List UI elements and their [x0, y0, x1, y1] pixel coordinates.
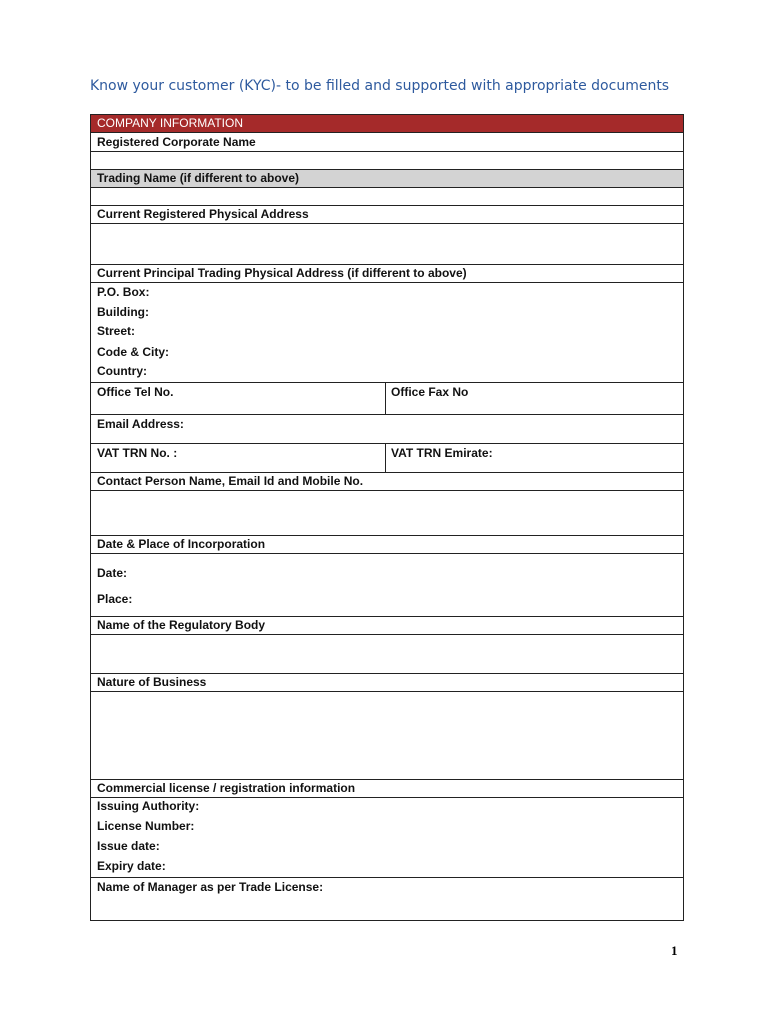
- nature-of-business-label: Nature of Business: [97, 675, 207, 689]
- incorporation-title-label: Date & Place of Incorporation: [97, 537, 266, 551]
- row-divider: [91, 553, 683, 554]
- building-label: Building:: [97, 305, 149, 319]
- code-city-label: Code & City:: [97, 345, 169, 359]
- row-divider: [91, 282, 683, 283]
- country-label: Country:: [97, 364, 147, 378]
- row-divider: [91, 443, 683, 444]
- email-address-label: Email Address:: [97, 417, 184, 431]
- street-label: Street:: [97, 324, 136, 338]
- row-divider: [91, 223, 683, 224]
- row-divider: [91, 535, 683, 536]
- row-divider: [91, 779, 683, 780]
- regulatory-body-label: Name of the Regulatory Body: [97, 618, 266, 632]
- row-divider: [91, 490, 683, 491]
- row-divider: [91, 691, 683, 692]
- page-heading: Know your customer (KYC)- to be filled and supported with appropriate documents: [90, 78, 670, 94]
- section-title: COMPANY INFORMATION: [97, 116, 244, 130]
- row-divider: [91, 673, 683, 674]
- po-box-label: P.O. Box:: [97, 285, 150, 299]
- row-divider: [91, 797, 683, 798]
- office-tel-label: Office Tel No.: [97, 385, 174, 399]
- kyc-form-table: [90, 114, 684, 921]
- row-divider: [91, 616, 683, 617]
- trading-name-label: Trading Name (if different to above): [97, 171, 300, 185]
- vat-trn-no-label: VAT TRN No. :: [97, 446, 178, 460]
- issue-date-label: Issue date:: [97, 839, 160, 853]
- row-divider: [91, 472, 683, 473]
- column-divider: [385, 382, 386, 414]
- row-divider: [91, 205, 683, 206]
- row-divider: [91, 634, 683, 635]
- row-divider: [91, 414, 683, 415]
- column-divider: [385, 443, 386, 472]
- issuing-authority-label: Issuing Authority:: [97, 799, 200, 813]
- vat-trn-emirate-label: VAT TRN Emirate:: [391, 446, 493, 460]
- commercial-license-title-label: Commercial license / registration information: [97, 781, 356, 795]
- row-divider: [91, 877, 683, 878]
- row-divider: [91, 132, 683, 133]
- registered-address-label: Current Registered Physical Address: [97, 207, 309, 221]
- principal-trading-address-label: Current Principal Trading Physical Address (if different to above): [97, 266, 467, 280]
- expiry-date-label: Expiry date:: [97, 859, 166, 873]
- page-number: 1: [671, 943, 678, 958]
- license-number-label: License Number:: [97, 819, 195, 833]
- contact-person-label: Contact Person Name, Email Id and Mobile No.: [97, 474, 364, 488]
- row-divider: [91, 187, 683, 188]
- row-divider: [91, 169, 683, 170]
- office-fax-label: Office Fax No: [391, 385, 469, 399]
- section-header: [91, 115, 683, 132]
- manager-name-label: Name of Manager as per Trade License:: [97, 880, 324, 894]
- row-divider: [91, 151, 683, 152]
- row-divider: [91, 382, 683, 383]
- row-divider: [91, 264, 683, 265]
- registered-corporate-name-label: Registered Corporate Name: [97, 135, 256, 149]
- incorporation-place-label: Place:: [97, 592, 133, 606]
- incorporation-date-label: Date:: [97, 566, 128, 580]
